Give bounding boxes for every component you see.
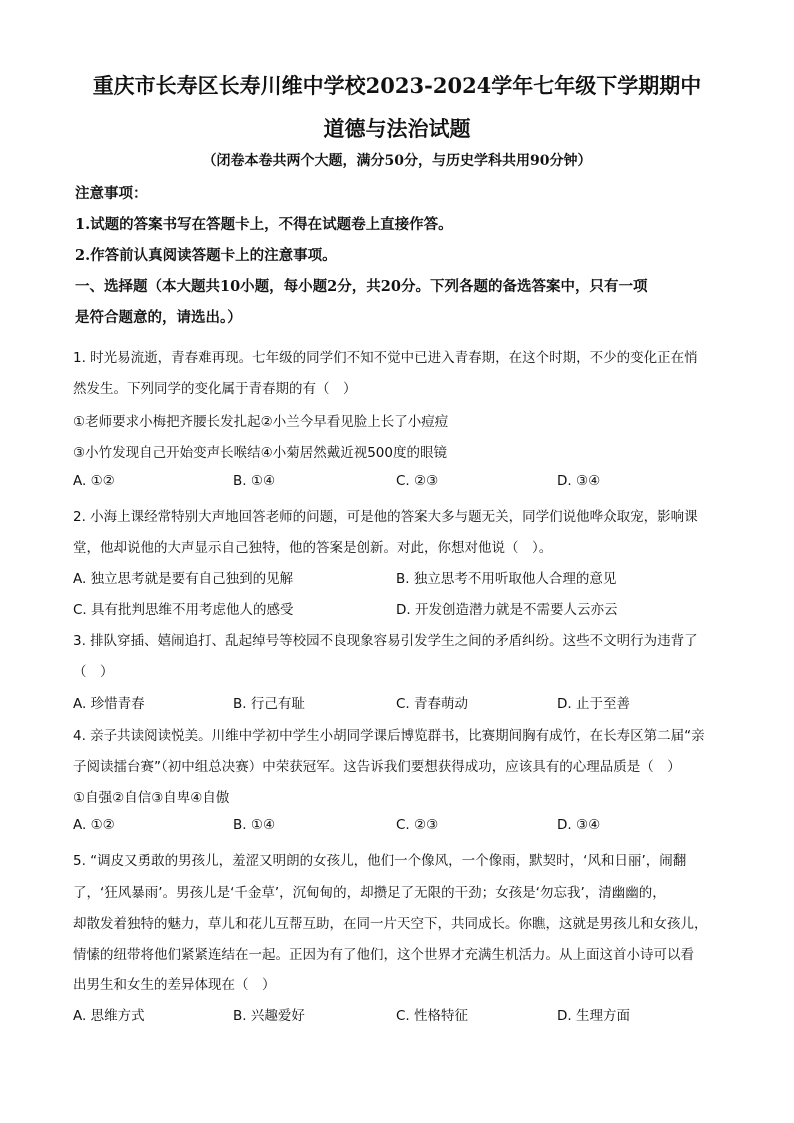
question-5-option-c: C. 性格特征 bbox=[396, 1008, 469, 1024]
question-1-line-2: 然发生。下列同学的变化属于青春期的有（ ） bbox=[73, 381, 357, 397]
question-3-option-d: D. 止于至善 bbox=[557, 696, 630, 712]
exam-title-line2: 道德与法治试题 bbox=[323, 116, 471, 141]
question-4-line-3: ①自强②自信③自卑④自傲 bbox=[73, 790, 230, 806]
question-4-option-a: A. ①② bbox=[73, 817, 115, 833]
question-2-option-d: D. 开发创造潜力就是不需要人云亦云 bbox=[396, 602, 618, 618]
question-5-line-1: 5. “调皮又勇敢的男孩儿，羞涩又明朗的女孩儿，他们一个像风，一个像雨，默契时，‘风和日丽’，闹翻 bbox=[73, 853, 687, 869]
exam-subtitle: （闭卷本卷共两个大题，满分50分，与历史学科共用90分钟） bbox=[202, 153, 592, 169]
question-2-option-c: C. 具有批判思维不用考虑他人的感受 bbox=[73, 602, 294, 618]
question-2-option-b: B. 独立思考不用听取他人合理的意见 bbox=[396, 571, 617, 587]
question-3-line-2: （ ） bbox=[73, 664, 114, 680]
question-1-option-c: C. ②③ bbox=[396, 473, 439, 489]
question-5-line-4: 情愫的纽带将他们紧紧连结在一起。正因为有了他们，这个世界才充满生机活力。从上面这首小诗可以看 bbox=[73, 947, 694, 963]
question-2-line-2: 堂，他却说他的大声显示自己独特，他的答案是创新。对此，你想对他说（ ）。 bbox=[73, 540, 553, 556]
question-1-line-4: ③小竹发现自己开始变声长喉结④小菊居然戴近视500度的眼镜 bbox=[73, 445, 447, 461]
question-3-line-1: 3. 排队穿插、嬉闹追打、乱起绰号等校园不良现象容易引发学生之间的矛盾纠纷。这些不文明行为违背了 bbox=[73, 633, 698, 649]
question-5-line-2: 了，‘狂风暴雨’。男孩儿是‘千金草’，沉甸甸的，却攒足了无限的干劲；女孩是‘勿忘我’，清幽幽的， bbox=[73, 885, 666, 901]
notes-heading: 注意事项： bbox=[75, 185, 148, 202]
notes-item-1: 1.试题的答案书写在答题卡上，不得在试题卷上直接作答。 bbox=[75, 216, 453, 233]
question-5-line-3: 却散发着独特的魅力，草儿和花儿互帮互助，在同一片天空下，共同成长。你瞧，这就是男孩儿和女孩儿， bbox=[73, 916, 708, 932]
question-2-line-1: 2. 小海上课经常特别大声地回答老师的问题，可是他的答案大多与题无关，同学们说他哗众取宠，影响课 bbox=[73, 509, 698, 525]
question-3-option-c: C. 青春萌动 bbox=[396, 696, 469, 712]
question-1-line-1: 1. 时光易流逝，青春难再现。七年级的同学们不知不觉中已进入青春期，在这个时期，不少的变化正在悄 bbox=[73, 350, 698, 366]
question-4-line-2: 子阅读擂台赛”（初中组总决赛）中荣获冠军。这告诉我们要想获得成功，应该具有的心理品质是（ ） bbox=[73, 759, 681, 775]
question-4-option-c: C. ②③ bbox=[396, 817, 439, 833]
question-3-option-b: B. 行己有耻 bbox=[233, 696, 305, 712]
notes-item-2: 2.作答前认真阅读答题卡上的注意事项。 bbox=[75, 247, 337, 264]
question-2-option-a: A. 独立思考就是要有自己独到的见解 bbox=[73, 571, 294, 587]
question-5-line-5: 出男生和女生的差异体现在（ ） bbox=[73, 977, 276, 993]
question-4-line-1: 4. 亲子共读阅读悦美。川维中学初中学生小胡同学课后博览群书，比赛期间胸有成竹，在长寿区第二届“亲 bbox=[73, 728, 705, 744]
section-heading-line2: 是符合题意的，请选出。） bbox=[75, 309, 242, 326]
question-3-option-a: A. 珍惜青春 bbox=[73, 696, 145, 712]
question-5-option-b: B. 兴趣爱好 bbox=[233, 1008, 305, 1024]
question-4-option-d: D. ③④ bbox=[557, 817, 601, 833]
question-1-option-a: A. ①② bbox=[73, 473, 115, 489]
section-heading-line1: 一、选择题（本大题共10小题，每小题2分，共20分。下列各题的备选答案中，只有一项 bbox=[75, 278, 648, 295]
exam-title-line1: 重庆市长寿区长寿川维中学校2023-2024学年七年级下学期期中 bbox=[92, 73, 702, 98]
question-1-option-b: B. ①④ bbox=[233, 473, 276, 489]
question-1-line-3: ①老师要求小梅把齐腰长发扎起②小兰今早看见脸上长了小痘痘 bbox=[73, 414, 449, 430]
question-4-option-b: B. ①④ bbox=[233, 817, 276, 833]
question-5-option-a: A. 思维方式 bbox=[73, 1008, 145, 1024]
question-5-option-d: D. 生理方面 bbox=[557, 1008, 630, 1024]
question-1-option-d: D. ③④ bbox=[557, 473, 601, 489]
